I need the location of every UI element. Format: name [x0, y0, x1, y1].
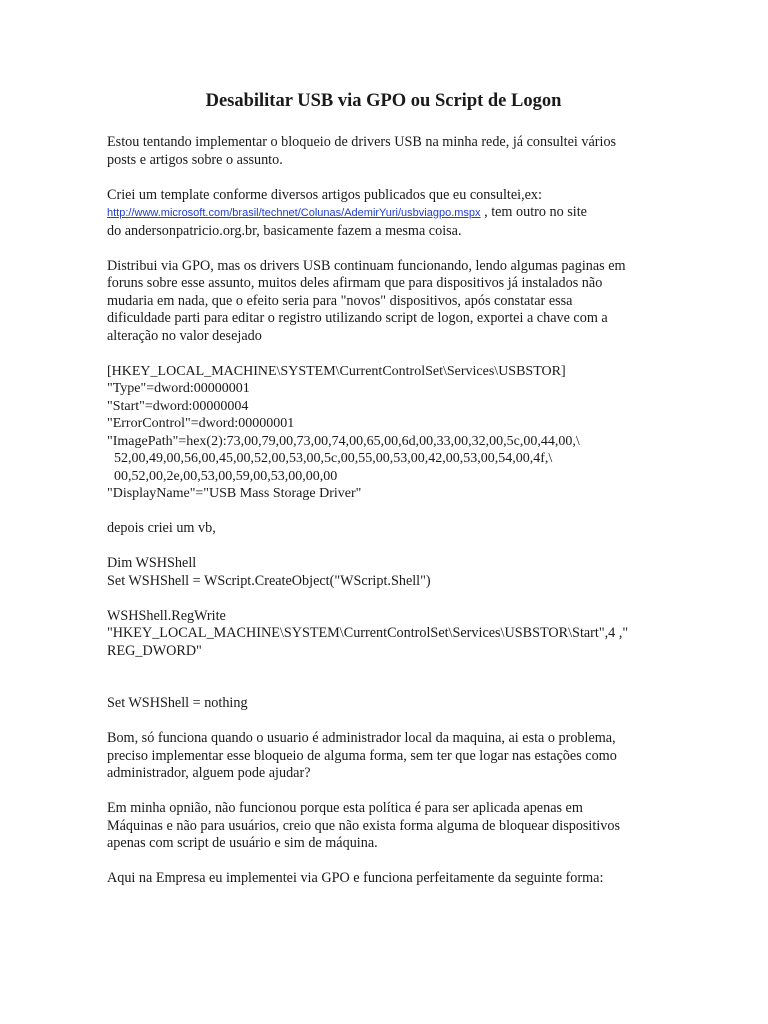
registry-export [107, 363, 667, 503]
paragraph-intro [107, 134, 667, 169]
paragraph-line: Bom, só funciona quando o usuario é administrador local da maquina, ai esta o problema, [107, 730, 616, 746]
registry-line: "Start"=dword:00000004 [107, 398, 249, 414]
registry-line: [HKEY_LOCAL_MACHINE\SYSTEM\CurrentControlSet\Services\USBSTOR] [107, 363, 566, 379]
paragraph-opinion [107, 800, 667, 853]
vb-script-block-3 [107, 695, 667, 713]
vb-script-block-2 [107, 608, 667, 661]
paragraph-line: alteração no valor desejado [107, 327, 262, 344]
script-line: Dim WSHShell [107, 555, 197, 571]
paragraph-text: , tem outro no site [480, 204, 587, 220]
paragraph-line: Estou tentando implementar o bloqueio de drivers USB na minha rede, já consultei vários [107, 134, 617, 150]
paragraph-line: Distribui via GPO, mas os drivers USB continuam funcionando, lendo algumas paginas em [107, 257, 626, 274]
paragraph-line: dificuldade parti para editar o registro utilizando script de logon, exportei a chave com a [107, 310, 608, 326]
document-page [107, 90, 667, 888]
paragraph-problem [107, 730, 667, 783]
registry-line: "DisplayName"="USB Mass Storage Driver" [107, 486, 362, 501]
registry-line: "ErrorControl"=dword:00000001 [107, 416, 295, 431]
script-line: "HKEY_LOCAL_MACHINE\SYSTEM\CurrentControlSet\Services\USBSTOR\Start",4 ," [107, 625, 629, 641]
script-line: Set WSHShell = nothing [107, 695, 248, 711]
paragraph-line: preciso implementar esse bloqueio de alguma forma, sem ter que logar nas estações como [107, 747, 617, 764]
paragraph-line: apenas com script de usuário e sim de máquina. [107, 835, 378, 851]
paragraph-solution [107, 870, 667, 888]
paragraph-line: Criei um template conforme diversos artigos publicados que eu consultei,ex: [107, 186, 542, 203]
script-line: Set WSHShell = WScript.CreateObject("WScript.Shell") [107, 572, 431, 589]
paragraph-vb-intro [107, 520, 667, 538]
paragraph-line-with-link [107, 204, 667, 223]
paragraph-line: depois criei um vb, [107, 520, 216, 536]
blank-line [107, 678, 667, 696]
paragraph-template [107, 187, 667, 241]
vb-script-block-1 [107, 555, 667, 590]
paragraph-line: posts e artigos sobre o assunto. [107, 151, 283, 168]
paragraph-line: do andersonpatricio.org.br, basicamente fazem a mesma coisa. [107, 222, 462, 239]
script-line: WSHShell.RegWrite [107, 607, 226, 624]
registry-line: "ImagePath"=hex(2):73,00,79,00,73,00,74,00,65,00,6d,00,33,00,32,00,5c,00,44,00,\ [107, 433, 580, 449]
registry-line: 00,52,00,2e,00,53,00,59,00,53,00,00,00 [107, 468, 338, 484]
registry-line: "Type"=dword:00000001 [107, 381, 250, 396]
paragraph-line: foruns sobre esse assunto, muitos deles afirmam que para dispositivos já instalados não [107, 275, 603, 291]
script-line: REG_DWORD" [107, 642, 202, 659]
paragraph-line: Aqui na Empresa eu implementei via GPO e funciona perfeitamente da seguinte forma: [107, 870, 604, 886]
registry-line: 52,00,49,00,56,00,45,00,52,00,53,00,5c,00,55,00,53,00,42,00,53,00,54,00,4f,\ [107, 451, 553, 466]
paragraph-gpo [107, 258, 667, 346]
paragraph-line: administrador, alguem pode ajudar? [107, 765, 311, 781]
paragraph-line: mudaria em nada, que o efeito seria para "novos" dispositivos, após constatar essa [107, 292, 573, 309]
microsoft-technet-link[interactable]: http://www.microsoft.com/brasil/technet/Colunas/AdemirYuri/usbviagpo.mspx [107, 207, 481, 219]
paragraph-line: Em minha opnião, não funcionou porque esta política é para ser aplicada apenas em [107, 800, 583, 816]
page-title: Desabilitar USB via GPO ou Script de Logon [205, 91, 562, 111]
paragraph-line: Máquinas e não para usuários, creio que não exista forma alguma de bloquear dispositivos [107, 817, 620, 834]
